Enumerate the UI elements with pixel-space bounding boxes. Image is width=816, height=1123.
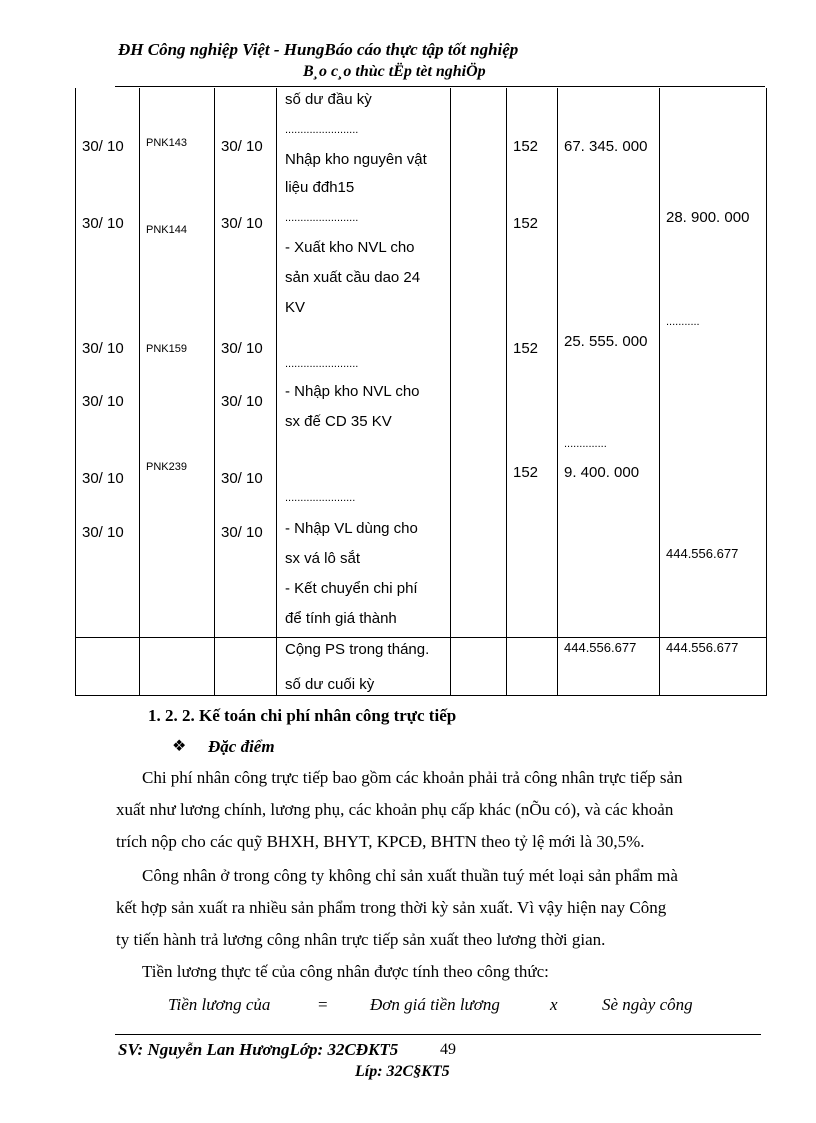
doc-date: 30/ 10 bbox=[221, 524, 263, 541]
paragraph-line: trích nộp cho các quỹ BHXH, BHYT, KPCĐ, BHTN theo tỷ lệ mới là 30,5%. bbox=[116, 832, 645, 851]
formula-equals: = bbox=[318, 995, 328, 1014]
paragraph-line: Công nhân ở trong công ty không chỉ sản xuất thuần tuý mét loại sản phẩm mà bbox=[142, 866, 678, 885]
subheading: Đặc điểm bbox=[208, 737, 275, 756]
debit-amount: .............. bbox=[564, 438, 607, 450]
total-credit: 444.556.677 bbox=[666, 640, 739, 655]
debit-amount: 25. 555. 000 bbox=[564, 333, 648, 350]
description-line: - Xuất kho NVL cho bbox=[285, 239, 415, 256]
formula-right: Sè ngày công bbox=[602, 995, 693, 1014]
description-line: - Nhập VL dùng cho bbox=[285, 520, 418, 537]
paragraph-line: ty tiến hành trả lương công nhân trực tiếp sản xuất theo lương thời gian. bbox=[116, 930, 606, 949]
paragraph-line: xuất như lương chính, lương phụ, các khoản phụ cấp khác (nÕu có), và các khoản bbox=[116, 800, 674, 819]
doc-number: PNK159 bbox=[146, 343, 187, 355]
paragraph-line: kết hợp sản xuất ra nhiều sản phẩm trong thời kỳ sản xuất. Vì vậy hiện nay Công bbox=[116, 898, 667, 917]
description-line: sx đế CD 35 KV bbox=[285, 413, 392, 430]
formula-operator: x bbox=[550, 995, 558, 1014]
account-code: 152 bbox=[513, 215, 539, 232]
description-line: KV bbox=[285, 299, 306, 316]
description-line: ........................ bbox=[285, 124, 359, 136]
account-code: 152 bbox=[513, 138, 539, 155]
header-rule bbox=[115, 86, 765, 87]
paragraph-line: Tiền lương thực tế của công nhân được tính theo công thức: bbox=[142, 962, 549, 981]
entry-date: 30/ 10 bbox=[82, 138, 124, 155]
total-label: Cộng PS trong tháng. bbox=[285, 641, 430, 658]
doc-date: 30/ 10 bbox=[221, 340, 263, 357]
description-line: - Nhập kho NVL cho bbox=[285, 383, 420, 400]
description-line: Nhập kho nguyên vật bbox=[285, 151, 427, 168]
debit-amount: 9. 400. 000 bbox=[564, 464, 640, 481]
footer-class: Líp: 32C§KT5 bbox=[355, 1063, 450, 1080]
description-line: - Kết chuyển chi phí bbox=[285, 580, 418, 597]
doc-number: PNK144 bbox=[146, 224, 187, 236]
paragraph-line: Chi phí nhân công trực tiếp bao gồm các khoản phải trả công nhân trực tiếp sản bbox=[142, 768, 683, 787]
entry-date: 30/ 10 bbox=[82, 470, 124, 487]
credit-amount: 444.556.677 bbox=[666, 546, 739, 561]
doc-date: 30/ 10 bbox=[221, 215, 263, 232]
account-code: 152 bbox=[513, 340, 539, 357]
page-number: 49 bbox=[440, 1041, 456, 1058]
doc-date: 30/ 10 bbox=[221, 393, 263, 410]
credit-amount: 28. 900. 000 bbox=[666, 209, 750, 226]
description-line: liệu đđh15 bbox=[285, 179, 355, 196]
description-line: số dư đầu kỳ bbox=[285, 91, 372, 108]
doc-date: 30/ 10 bbox=[221, 470, 263, 487]
section-heading: 1. 2. 2. Kế toán chi phí nhân công trực tiếp bbox=[148, 706, 457, 725]
total-label: số dư cuối kỳ bbox=[285, 676, 375, 693]
description-line: ........................ bbox=[285, 358, 359, 370]
footer-author: SV: Nguyễn Lan HươngLớp: 32CĐKT5 bbox=[118, 1040, 399, 1059]
description-line: ....................... bbox=[285, 492, 356, 504]
total-debit: 444.556.677 bbox=[564, 640, 637, 655]
entry-date: 30/ 10 bbox=[82, 524, 124, 541]
description-line: sx vá lô sắt bbox=[285, 550, 361, 567]
doc-number: PNK239 bbox=[146, 461, 187, 473]
description-line: để tính giá thành bbox=[285, 610, 397, 627]
description-line: sản xuất cầu dao 24 bbox=[285, 269, 421, 286]
ledger-table bbox=[75, 88, 767, 696]
formula-left: Tiền lương của bbox=[168, 995, 271, 1014]
bullet-icon: ❖ bbox=[172, 738, 187, 755]
footer-rule bbox=[115, 1034, 761, 1035]
doc-number: PNK143 bbox=[146, 137, 187, 149]
entry-date: 30/ 10 bbox=[82, 393, 124, 410]
account-code: 152 bbox=[513, 464, 539, 481]
header-title: ĐH Công nghiệp Việt - HungBáo cáo thực tập tốt nghiệp bbox=[118, 40, 519, 59]
doc-date: 30/ 10 bbox=[221, 138, 263, 155]
entry-date: 30/ 10 bbox=[82, 215, 124, 232]
formula-middle: Đơn giá tiền lương bbox=[370, 995, 500, 1014]
description-line: ........................ bbox=[285, 212, 359, 224]
credit-amount: ........... bbox=[666, 316, 700, 328]
header-subtitle: B¸o c¸o thùc tËp tèt nghiÖp bbox=[303, 63, 486, 80]
entry-date: 30/ 10 bbox=[82, 340, 124, 357]
debit-amount: 67. 345. 000 bbox=[564, 138, 648, 155]
